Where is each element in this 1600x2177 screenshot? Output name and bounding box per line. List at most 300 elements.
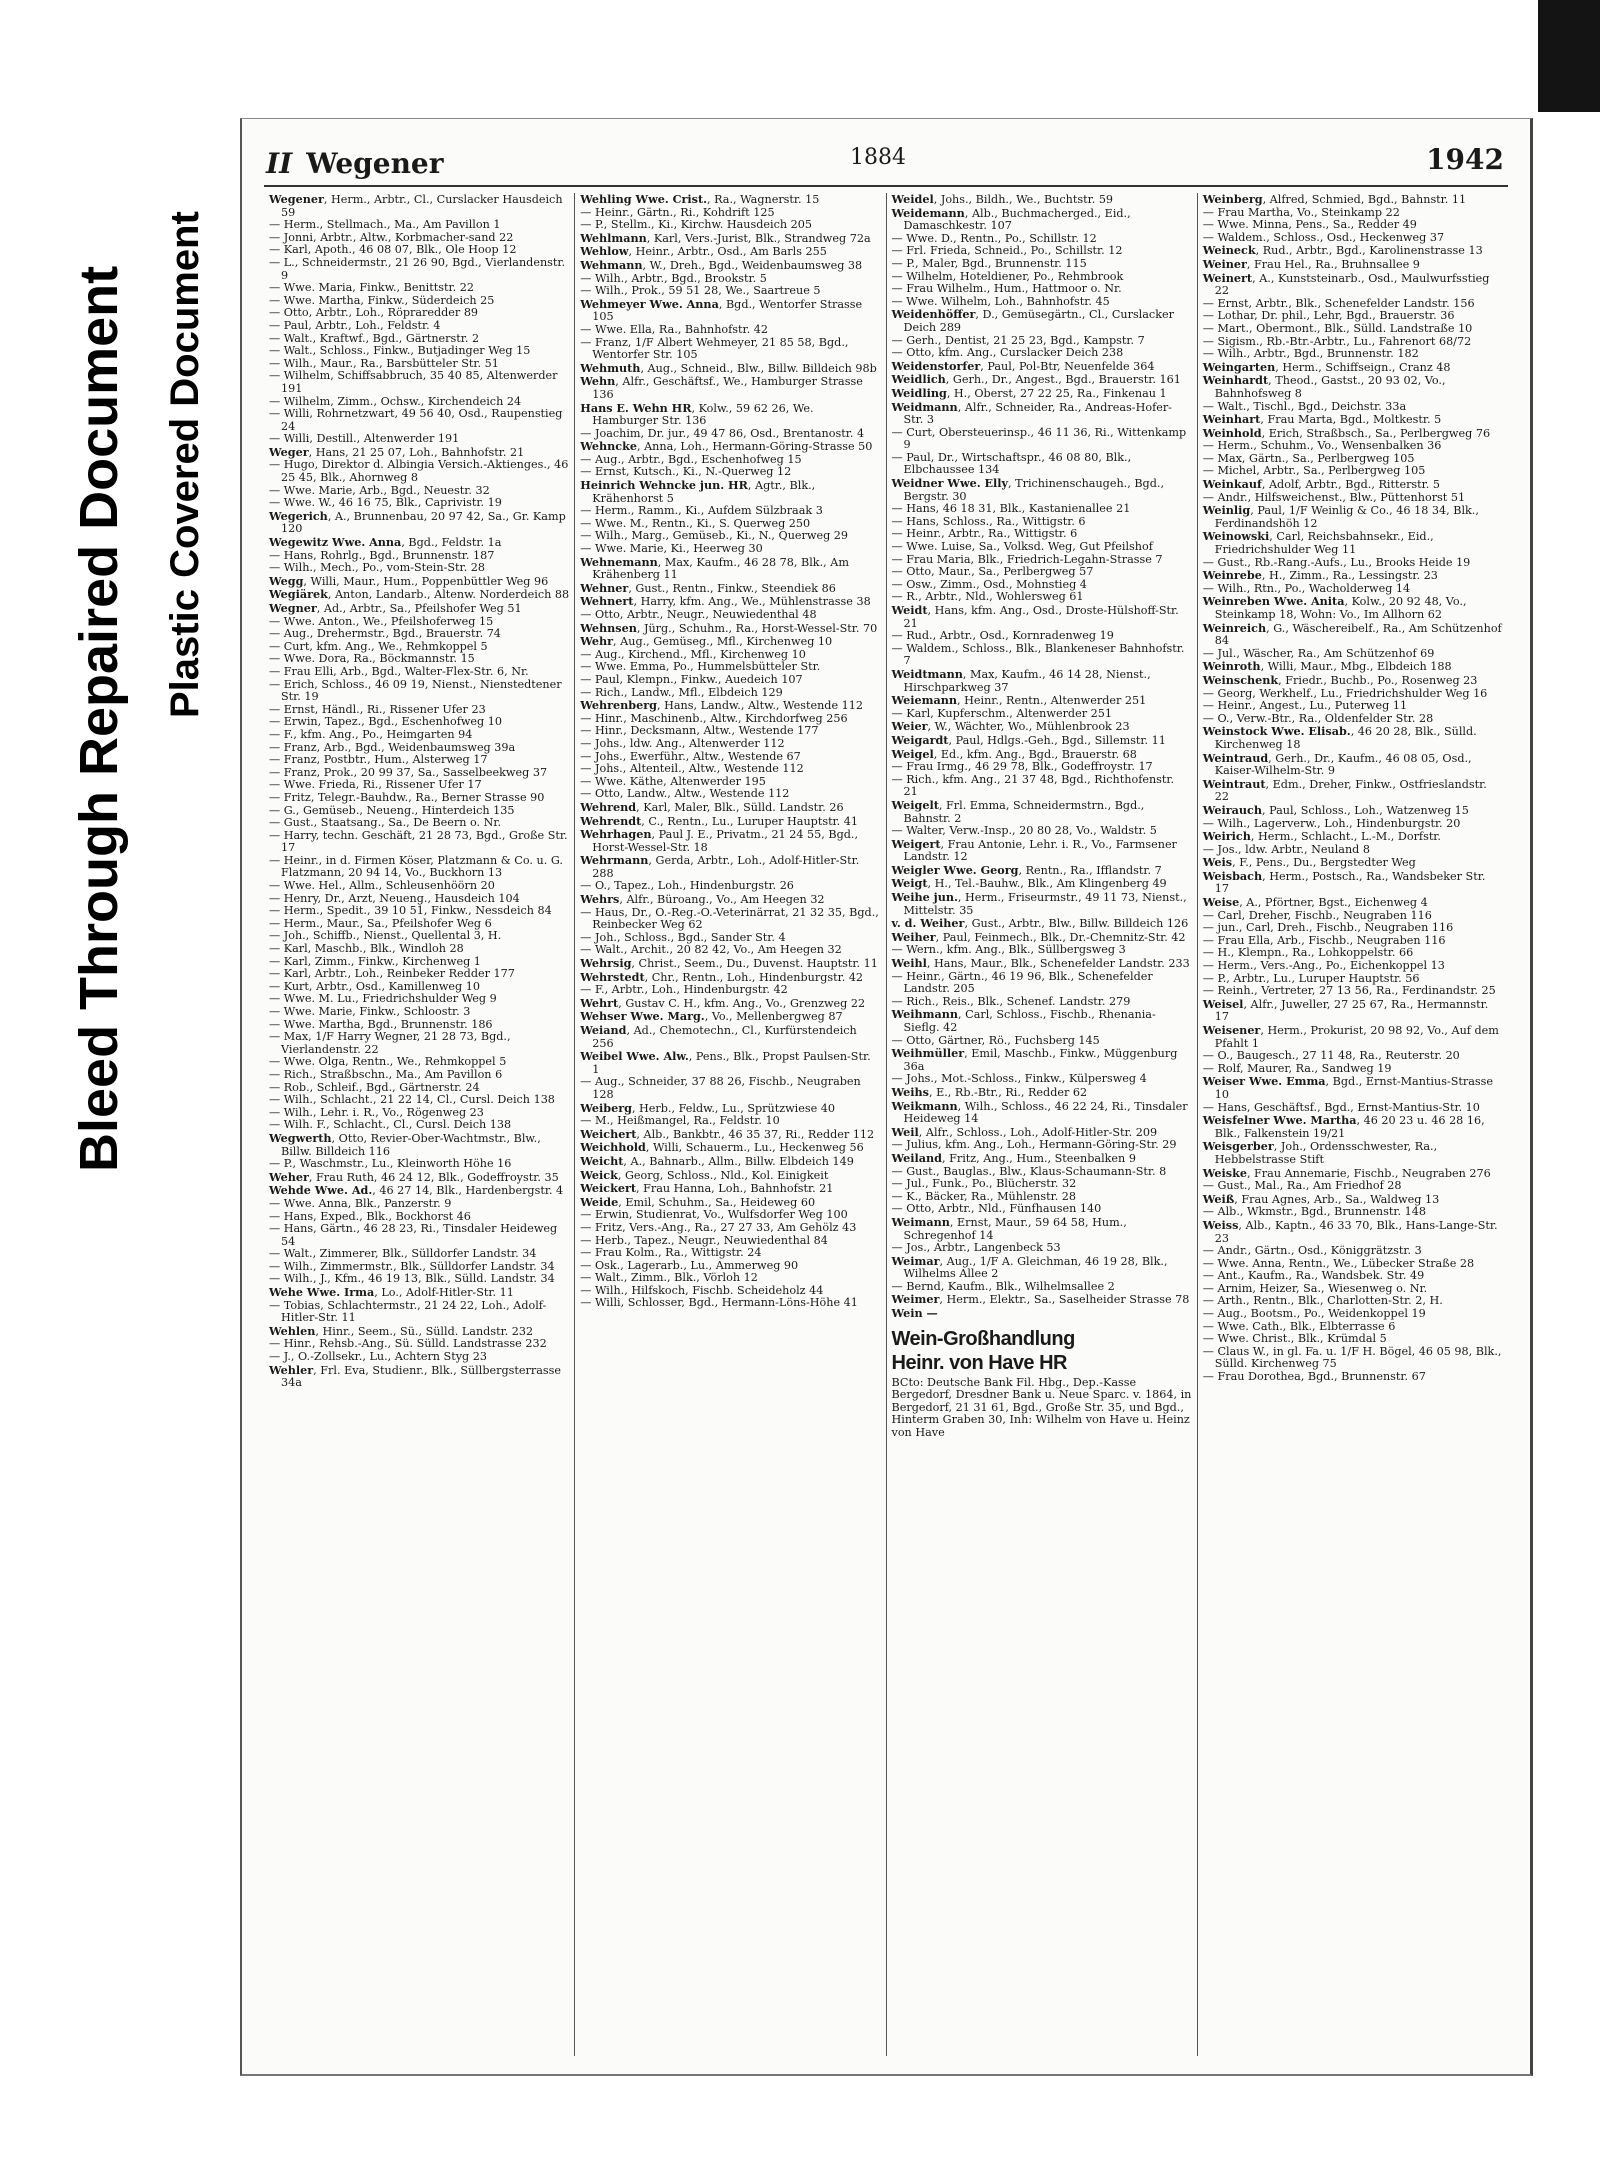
advertisement [892,1327,1192,1440]
directory-entry: — Franz, Arb., Bgd., Weidenbaumsweg 39a [269,740,516,754]
directory-entry: Weinhardt, Theod., Gastst., 20 93 02, Vo., Bahnhofsweg 8 [1202,373,1446,400]
directory-entry: Weichhold, Willi, Schauerm., Lu., Heckenweg 56 [580,1140,864,1155]
directory-entry: Weinkauf, Adolf, Arbtr., Bgd., Ritterstr. 5 [1202,477,1441,492]
directory-entry: Weintraut, Edm., Dreher, Finkw., Ostfrieslandstr. 22 [1202,776,1487,804]
directory-entry: — Harry, techn. Geschäft, 21 28 73, Bgd., Große Str. 17 [269,828,568,855]
directory-entry: — Paul, Dr., Wirtschaftspr., 46 08 80, Blk., Elbchaussee 134 [891,450,1132,477]
directory-entry: — Heinr., Angest., Lu., Puterweg 11 [1202,699,1408,713]
directory-entry: — Walt., Zimmerer, Blk., Sülldorfer Landstr. 34 [269,1247,537,1261]
directory-entry: — Wilh., Lehr. i. R., Vo., Rögenweg 23 [269,1105,484,1119]
directory-entry: — Wwe. Anna, Blk., Panzerstr. 9 [269,1196,452,1210]
directory-entry: — Otto, Arbtr., Neugr., Neuwiedenthal 48 [580,608,817,621]
directory-entry: Weis, F., Pens., Du., Bergstedter Weg [1202,855,1416,870]
directory-entry: Weidenstorfer, Paul, Pol-Btr, Neuenfelde 364 [891,358,1155,373]
directory-entry: Weisgerber, Joh., Ordensschwester, Ra., Hebbelstrasse Stift [1202,1139,1438,1166]
directory-entry: — Herb., Tapez., Neugr., Neuwiedenthal 84 [580,1233,828,1247]
directory-entry: — Walt., Kraftwf., Bgd., Gärtnerstr. 2 [269,331,480,345]
ad-title-line1: Wein-Großhandlung [891,1327,1075,1350]
directory-entry: Weiland, Fritz, Ang., Hum., Steenbalken 9 [891,1150,1136,1165]
directory-entry: — Johs., Ewerführ., Altw., Westende 67 [580,749,801,763]
directory-entry: — Wwe. Martha, Bgd., Brunnenstr. 186 [269,1017,493,1031]
directory-entry: Weihmann, Carl, Schloss., Fischb., Rhenania-Sieflg. 42 [891,1007,1156,1034]
directory-entry: — Otto, kfm. Ang., Curslacker Deich 238 [891,346,1124,360]
directory-entry: — Gerh., Dentist, 21 25 23, Bgd., Kampstr. 7 [891,333,1145,347]
directory-entry: Wehn, Alfr., Geschäftsf., We., Hamburger Strasse 136 [580,374,863,401]
directory-entry: — Rud., Arbtr., Osd., Kornradenweg 19 [891,629,1114,643]
directory-entry: Weiher, Paul, Feinmech., Blk., Dr.-Chemnitz-Str. 42 [891,929,1186,944]
directory-entry: — Frau Dorothea, Bgd., Brunnenstr. 67 [1202,1370,1426,1384]
directory-entry: Weier, W., Wächter, Wo., Mühlenbrook 23 [891,719,1130,734]
directory-entry: — Heinr., in d. Firmen Köser, Platzmann & Co. u. G. Flatzmann, 20 94 14, Vo., Buckhorn 13 [269,853,563,880]
directory-entry: Weinreich, G., Wäschereibelf., Ra., Am Schützenhof 84 [1202,620,1502,648]
directory-entry: — Hans, 46 18 31, Blk., Kastanienallee 21 [891,502,1131,516]
directory-entry: Weidner Wwe. Elly, Trichinenschaugeh., Bgd., Bergstr. 30 [891,476,1164,503]
directory-entry: — K., Bäcker, Ra., Mühlenstr. 28 [891,1189,1077,1203]
directory-entry: Wehrsig, Christ., Seem., Du., Duvenst. Hauptstr. 11 [580,956,878,971]
directory-entry: — Wwe. Käthe, Altenwerder 195 [580,774,766,788]
directory-entry: Weil, Alfr., Schloss., Loh., Adolf-Hitler-Str. 209 [891,1124,1158,1139]
directory-entry: Weiemann, Heinr., Rentn., Altenwerder 251 [891,693,1147,708]
directory-entry: — Franz, Prok., 20 99 37, Sa., Sasselbeekweg 37 [269,765,548,779]
directory-entry: Weinhold, Erich, Straßbsch., Sa., Perlbergweg 76 [1202,425,1491,440]
directory-entry: Wehrmann, Gerda, Arbtr., Loh., Adolf-Hitler-Str. 288 [580,853,860,880]
directory-entry: — Ernst, Kutsch., Ki., N.-Querweg 12 [580,465,792,479]
directory-entry: Weidenhöffer, D., Gemüsegärtn., Cl., Curslacker Deich 289 [891,307,1174,334]
directory-entry: — Aug., Drehermstr., Bgd., Brauerstr. 74 [269,627,501,641]
directory-entry: — Otto, Arbtr., Loh., Röpraredder 89 [269,306,479,320]
directory-entry: — Erich, Schloss., 46 09 19, Nienst., Nienstedtener Str. 19 [269,677,562,704]
directory-entry: Wehrhagen, Paul J. E., Privatm., 21 24 55, Bgd., Horst-Wessel-Str. 18 [580,827,859,854]
directory-entry: — Wwe. Emma, Po., Hummelsbütteler Str. [580,660,821,674]
directory-entry: Weinowski, Carl, Reichsbahnsekr., Eid., Friedrichshulder Weg 11 [1202,529,1434,557]
directory-entry: — Alb., Wkmstr., Bgd., Brunnenstr. 148 [1202,1205,1426,1219]
directory-entry: Weibel Wwe. Alw., Pens., Blk., Propst Paulsen-Str. 1 [580,1049,871,1076]
directory-entry: — Curt, kfm. Ang., We., Rehmkoppel 5 [269,639,488,653]
directory-entry: — Frau Ella, Arb., Fischb., Neugraben 116 [1202,933,1446,947]
directory-entry: — Curt, Obersteuerinsp., 46 11 36, Ri., Wittenkamp 9 [891,425,1187,452]
directory-entry: Weihl, Hans, Maur., Blk., Schenefelder Landstr. 233 [891,956,1190,971]
directory-entry: — Walt., Archit., 20 82 42, Vo., Am Heegen 32 [580,943,842,957]
directory-entry: Weigelt, Frl. Emma, Schneidermstrn., Bgd., Bahnstr. 2 [891,797,1145,825]
ad-title-line2: Heinr. von Have HR [891,1351,1068,1374]
directory-entry: — Michel, Arbtr., Sa., Perlbergweg 105 [1202,464,1426,478]
header-year: 1884 [850,145,906,170]
directory-entry: Weihs, E., Rb.-Btr., Ri., Redder 62 [891,1084,1088,1099]
directory-entry: — Rich., Landw., Mfl., Elbdeich 129 [580,685,783,699]
directory-entry: Weher, Frau Ruth, 46 24 12, Blk., Godeffroystr. 35 [269,1169,559,1184]
directory-entry: — Franz, Postbtr., Hum., Alsterweg 17 [269,753,488,767]
directory-entry: Weiser Wwe. Emma, Bgd., Ernst-Mantius-Strasse 10 [1202,1074,1494,1101]
directory-entry: — Max, 1/F Harry Wegner, 21 28 73, Bgd., Vierlandenstr. 22 [269,1030,511,1056]
directory-entry: Weirauch, Paul, Schloss., Loh., Watzenweg 15 [1202,802,1469,817]
directory-entry: — Wwe. Dora, Ra., Böckmannstr. 15 [269,652,475,666]
directory-entry: Wehrenberg, Hans, Landw., Altw., Westende 112 [580,698,863,713]
page-number: 1942 [1426,143,1504,176]
directory-entry: — Wwe. M. Lu., Friedrichshulder Weg 9 [269,992,497,1006]
directory-entry: — Bernd, Kaufm., Blk., Wilhelmsallee 2 [891,1279,1115,1293]
directory-entry: Wehr, Aug., Gemüseg., Mfl., Kirchenweg 10 [580,634,833,649]
directory-entry: Weger, Hans, 21 25 07, Loh., Bahnhofstr. 21 [269,444,525,459]
directory-entry: — Jul., Wäscher, Ra., Am Schützenhof 69 [1202,646,1435,660]
directory-entry: — Paul, Klempn., Finkw., Auedeich 107 [580,672,803,686]
scan-edge-shadow [1538,0,1600,112]
directory-entry: — Waldem., Schloss., Blk., Blankeneser Bahnhofstr. 7 [891,641,1185,668]
directory-entry: — Jos., ldw. Arbtr., Neuland 8 [1202,842,1370,856]
directory-entry: — Wwe. Ella, Ra., Bahnhofstr. 42 [580,322,769,336]
directory-entry: Heinrich Wehncke jun. HR, Agtr., Blk., Krähenhorst 5 [580,478,816,505]
directory-entry: — G., Gemüseb., Neueng., Hinterdeich 135 [269,803,515,817]
directory-entry: — Rich., Straßbschn., Ma., Am Pavillon 6 [269,1067,503,1081]
repaired-document-text: Repaired Document [69,265,129,776]
directory-entry: — Herm., Maur., Sa., Pfeilshofer Weg 6 [269,916,492,930]
section-numeral: II [266,147,293,180]
directory-entry: — Jul., Funk., Po., Blücherstr. 32 [891,1177,1077,1191]
directory-entry: — Wilh., Hilfskoch, Fischb. Scheideholz 44 [580,1283,824,1297]
directory-entry: Wehrendt, C., Rentn., Lu., Luruper Hauptstr. 41 [580,813,859,828]
directory-entry: Weikmann, Wilh., Schloss., 46 22 24, Ri., Tinsdaler Heideweg 14 [891,1098,1188,1126]
directory-entry: — Wwe. Frieda, Ri., Rissener Ufer 17 [269,778,482,792]
directory-entry: — Andr., Gärtn., Osd., Königgrätzstr. 3 [1202,1244,1422,1258]
directory-entry: Weidtmann, Max, Kaufm., 46 14 28, Nienst., Hirschparkweg 37 [891,666,1151,694]
directory-entry: Weigt, H., Tel.-Bauhw., Blk., Am Klingenberg 49 [891,876,1167,891]
directory-entry: Weiske, Frau Annemarie, Fischb., Neugraben 276 [1202,1165,1491,1180]
directory-entry: Wegner, Ad., Arbtr., Sa., Pfeilshofer Weg 51 [269,601,522,615]
directory-entry: — Frau Irmg., 46 29 78, Blk., Godeffroystr. 17 [891,760,1153,774]
directory-entry: Weide, Emil, Schuhm., Sa., Heideweg 60 [580,1194,816,1209]
directory-entry: — Wilh., Arbtr., Bgd., Brunnenstr. 182 [1202,347,1419,361]
directory-entry: — Wilhelm, Schiffsabbruch, 35 40 85, Altenwerder 191 [269,369,558,395]
directory-entry: — P., Stellm., Ki., Kirchw. Hausdeich 205 [580,218,812,232]
directory-entry: — Andr., Hilfsweichenst., Blw., Püttenhorst 51 [1202,490,1466,504]
directory-entry: — Heinr., Arbtr., Ra., Wittigstr. 6 [891,527,1078,541]
directory-entry: Weinroth, Willi, Maur., Mbg., Elbdeich 188 [1202,659,1452,674]
directory-entry: — Wwe. M., Rentn., Ki., S. Querweg 250 [580,516,811,530]
directory-entry: — Arnim, Heizer, Sa., Wiesenweg o. Nr. [1202,1281,1428,1295]
directory-entry: Wehlmann, Karl, Vers.-Jurist, Blk., Strandweg 72a [580,230,871,245]
directory-entry: — Jonni, Arbtr., Altw., Korbmacher-sand 22 [269,230,514,244]
directory-entry: — F., kfm. Ang., Po., Heimgarten 94 [269,727,473,741]
directory-entry: — Gust., Staatsang., Sa., De Beern o. Nr. [269,816,502,830]
directory-entry: — Willi, Schlosser, Bgd., Hermann-Löns-Höhe 41 [580,1296,858,1310]
directory-entry: Weintraud, Gerh., Dr., Kaufm., 46 08 05, Osd., Kaiser-Wilhelm-Str. 9 [1202,750,1472,778]
column-1 [264,193,575,2056]
directory-entry: — Wwe. Olga, Rentn., We., Rehmkoppel 5 [269,1055,507,1069]
directory-entry: — Rich., kfm. Ang., 21 37 48, Bgd., Richthofenstr. 21 [891,772,1175,799]
directory-entry: — Walt., Schloss., Finkw., Butjadinger Weg 15 [269,344,531,358]
directory-entry: — Wwe. D., Rentn., Po., Schillstr. 12 [891,231,1097,245]
directory-entry: Hans E. Wehn HR, Kolw., 59 62 26, We. Hamburger Str. 136 [580,400,814,428]
directory-entry: Weihe jun., Herm., Friseurmstr., 49 11 73, Nienst., Mittelstr. 35 [891,890,1187,917]
directory-entry: — Hinr., Maschinenb., Altw., Kirchdorfweg 256 [580,711,848,725]
directory-entry: — Wilh., Prok., 59 51 28, We., Saartreue 5 [580,284,821,298]
directory-entry: Wehrs, Alfr., Büroang., Vo., Am Heegen 32 [580,892,825,907]
directory-entry: Wein — [891,1306,938,1321]
directory-entry: — Julius, kfm. Ang., Loh., Hermann-Göring-Str. 29 [891,1138,1177,1152]
directory-entry: — Reinh., Vertreter, 27 13 56, Ra., Ferdinandstr. 25 [1202,984,1496,998]
directory-entry: — Karl, Maschb., Blk., Windloh 28 [269,942,464,956]
directory-entry: Wehde Wwe. Ad., 46 27 14, Blk., Hardenbergstr. 4 [269,1183,564,1198]
directory-entry: — Wwe. Marie, Finkw., Schloostr. 3 [269,1005,471,1018]
directory-entry: — R., Arbtr., Nld., Wohlersweg 61 [891,590,1084,604]
directory-entry: — Wilh., Lagerverw., Loh., Hindenburgstr. 20 [1202,816,1461,830]
directory-entry: Wehnsen, Jürg., Schuhm., Ra., Horst-Wessel-Str. 70 [580,620,878,635]
directory-entry: — Osw., Zimm., Osd., Mohnstieg 4 [891,577,1087,591]
directory-entry: — Otto, Gärtner, Rö., Fuchsberg 145 [891,1033,1100,1047]
directory-entry: — Ernst, Arbtr., Blk., Schenefelder Landstr. 156 [1202,296,1475,310]
directory-entry: — Aug., Bootsm., Po., Weidenkoppel 19 [1202,1307,1426,1321]
directory-entry: Weidling, H., Oberst, 27 22 25, Ra., Finkenau 1 [891,385,1167,400]
running-surname: Wegener [306,147,444,180]
directory-entry: — Tobias, Schlachtermstr., 21 24 22, Loh., Adolf-Hitler-Str. 11 [269,1298,547,1325]
directory-entry: — H., Klempn., Ra., Lohkoppelstr. 66 [1202,946,1414,960]
directory-entry: Wehrend, Karl, Maler, Blk., Sülld. Landstr. 26 [580,799,844,814]
directory-entry: — Wwe. Minna, Pens., Sa., Redder 49 [1202,218,1417,232]
directory-entry: Weisel, Alfr., Juweller, 27 25 67, Ra., Hermannstr. 17 [1202,996,1489,1024]
directory-entry: Weiberg, Herb., Feldw., Lu., Sprützwiese 40 [580,1100,836,1115]
directory-entry: — J., O.-Zollsekr., Lu., Achtern Styg 23 [269,1350,487,1364]
directory-entry: — Wwe. Marie, Arb., Bgd., Neuestr. 32 [269,483,490,497]
directory-entry: Weigel, Ed., kfm. Ang., Bgd., Brauerstr. 68 [891,746,1137,761]
directory-entry: — Claus W., in gl. Fa. u. 1/F H. Bögel, 46 05 98, Blk., Sülld. Kirchenweg 75 [1202,1344,1502,1371]
directory-entry: Weidlich, Gerh., Dr., Angest., Bgd., Brauerstr. 161 [891,372,1181,387]
directory-entry: — Walt., Zimm., Blk., Vörloh 12 [580,1271,758,1285]
directory-entry: — Kurt, Arbtr., Osd., Kamillenweg 10 [269,979,480,993]
directory-entry: — Herm., Vers.-Ang., Po., Eichenkoppel 13 [1202,959,1445,973]
directory-entry: Wehnemann, Max, Kaufm., 46 28 78, Blk., Am Krähenberg 11 [580,554,849,582]
directory-entry: — Wwe. Christ., Blk., Krümdal 5 [1202,1332,1387,1346]
directory-columns [264,193,1508,2056]
directory-entry: — Hans, Exped., Blk., Bockhorst 46 [269,1209,471,1223]
directory-page [240,118,1533,2076]
directory-entry: Weineck, Rud., Arbtr., Bgd., Karolinenstrasse 13 [1202,243,1483,258]
directory-entry: — Wwe. W., 46 16 75, Blk., Caprivistr. 19 [269,496,502,510]
directory-entry: — Willi, Destill., Altenwerder 191 [269,432,460,446]
directory-entry: — Walter, Verw.-Insp., 20 80 28, Vo., Waldstr. 5 [891,824,1157,838]
directory-entry: — Wern., kfm. Ang., Blk., Süllbergsweg 3 [891,943,1126,957]
directory-entry: — Karl, Apoth., 46 08 07, Blk., Ole Hoop 12 [269,243,517,257]
directory-entry: — Paul, Arbtr., Loh., Feldstr. 4 [269,318,441,332]
directory-entry: Wehe Wwe. Irma, Lo., Adolf-Hitler-Str. 11 [269,1285,514,1300]
directory-entry: — Erwin, Studienrat, Vo., Wulfsdorfer Weg 100 [580,1208,848,1222]
directory-entry: — Frau Elli, Arb., Bgd., Walter-Flex-Str. 6, Nr. [269,664,529,678]
directory-entry: — Hinr., Rehsb.-Ang., Sü. Sülld. Landstrasse 232 [269,1337,547,1351]
directory-entry: — Hans, Rohrlg., Bgd., Brunnenstr. 187 [269,548,495,562]
directory-entry: — Heinr., Gärtn., 46 19 96, Blk., Schenefelder Landstr. 205 [891,969,1153,996]
directory-entry: — F., Arbtr., Loh., Hindenburgstr. 42 [580,983,788,997]
directory-entry: — Gust., Rb.-Rang.-Aufs., Lu., Brooks Heide 19 [1202,555,1471,569]
directory-entry: Weidmann, Alfr., Schneider, Ra., Andreas-Hofer-Str. 3 [891,399,1172,427]
directory-entry: — Lothar, Dr. phil., Lehr, Bgd., Brauerstr. 36 [1202,309,1455,323]
directory-entry: — Wwe. Cath., Blk., Elbterrasse 6 [1202,1319,1396,1333]
directory-entry: Weichert, Alb., Bankbtr., 46 35 37, Ri., Redder 112 [580,1126,875,1141]
directory-entry: — Otto, Maur., Sa., Perlbergweg 57 [891,565,1094,579]
directory-entry: — O., Baugesch., 27 11 48, Ra., Reuterstr. 20 [1202,1049,1460,1063]
bleed-through-text: Bleed Through [69,791,129,1172]
column-2 [575,193,886,2056]
directory-entry: Weinhart, Frau Marta, Bgd., Moltkestr. 5 [1202,412,1442,427]
directory-entry: Weise, A., Pförtner, Bgst., Eichenweg 4 [1202,895,1428,910]
directory-entry: — Wwe. Hel., Allm., Schleusenhöörn 20 [269,879,495,893]
directory-entry: — P., Waschmstr., Lu., Kleinworth Höhe 16 [269,1157,512,1171]
directory-entry: — Frau Wilhelm., Hum., Hattmoor o. Nr. [891,282,1122,296]
directory-entry: — Wwe. Maria, Finkw., Benittstr. 22 [269,281,474,295]
column-3 [887,193,1198,2056]
directory-entry: — Franz, 1/F Albert Wehmeyer, 21 85 58, Bgd., Wentorfer Str. 105 [580,335,849,362]
header-rule [264,185,1508,187]
directory-entry: — Otto, Landw., Altw., Westende 112 [580,787,790,801]
directory-entry: Wehrstedt, Chr., Rentn., Loh., Hindenburgstr. 42 [580,969,864,984]
directory-entry: — Walt., Tischl., Bgd., Deichstr. 33a [1202,399,1407,413]
directory-entry: — Wilh., Zimmermstr., Blk., Sülldorfer Landstr. 34 [269,1259,555,1273]
directory-entry: — Wilh. F., Schlacht., Cl., Cursl. Deich 138 [269,1118,512,1132]
directory-entry: — Joh., Schiffb., Nienst., Quellental 3, H. [269,929,502,943]
directory-entry: — Karl, Kupferschm., Altenwerder 251 [891,706,1112,720]
directory-entry: — Frl. Frieda, Schneid., Po., Schillstr. 12 [891,244,1123,258]
directory-entry: — Wilh., Arbtr., Bgd., Brookstr. 5 [580,271,767,285]
directory-entry: Weisfelner Wwe. Martha, 46 20 23 u. 46 28 16, Blk., Falkenstein 19/21 [1202,1113,1485,1140]
directory-entry: — Rolf, Maurer, Ra., Sandweg 19 [1202,1061,1392,1075]
directory-entry: Weinstock Wwe. Elisab., 46 20 28, Blk., Sülld. Kirchenweg 18 [1202,724,1477,751]
directory-entry: Weinert, A., Kunststeinarb., Osd., Maulwurfsstieg 22 [1202,270,1490,298]
directory-entry: Weick, Georg, Schloss., Nld., Kol. Einigkeit [580,1167,829,1182]
directory-entry: — Wilh., Rtn., Po., Wacholderweg 14 [1202,581,1411,595]
directory-entry: Wegg, Willi, Maur., Hum., Poppenbüttler Weg 96 [269,573,549,588]
directory-entry: Weimann, Ernst, Maur., 59 64 58, Hum., Schregenhof 14 [891,1214,1127,1242]
directory-entry: — jun., Carl, Dreh., Fischb., Neugraben 116 [1202,921,1454,935]
directory-entry: Weidel, Johs., Bildh., We., Buchtstr. 59 [891,193,1114,206]
directory-entry: — Sigism., Rb.-Btr.-Arbtr., Lu., Fahrenort 68/72 [1202,334,1472,348]
directory-entry: — Herm., Spedit., 39 10 51, Finkw., Nessdeich 84 [269,904,552,918]
directory-entry: — Wilh., J., Kfm., 46 19 13, Blk., Sülld. Landstr. 34 [269,1272,555,1286]
directory-entry: Weinlig, Paul, 1/F Weinlig & Co., 46 18 34, Blk., Ferdinandshöh 12 [1202,503,1479,530]
directory-entry: Wegwerth, Otto, Revier-Ober-Wachtmstr., Blw., Billw. Billdeich 116 [269,1130,541,1158]
directory-entry: — Wwe. Martha, Finkw., Süderdeich 25 [269,293,495,307]
directory-entry: Weisener, Herm., Prokurist, 20 98 92, Vo., Auf dem Pfahlt 1 [1202,1023,1499,1050]
directory-entry: — Gust., Bauglas., Blw., Klaus-Schaumann-Str. 8 [891,1164,1167,1178]
directory-entry: Weinschenk, Friedr., Buchb., Po., Rosenweg 23 [1202,672,1478,687]
bleed-through-label [68,266,130,1172]
directory-entry: — Ant., Kaufm., Ra., Wandsbek. Str. 49 [1202,1269,1425,1283]
directory-entry: Wegewitz Wwe. Anna, Bgd., Feldstr. 1a [269,535,502,550]
directory-entry: — Wilhelm, Hoteldiener, Po., Rehmbrook [891,269,1124,283]
directory-entry: — Ernst, Händl., Ri., Rissener Ufer 23 [269,702,486,716]
directory-entry: — Joachim, Dr. jur., 49 47 86, Osd., Brentanostr. 4 [580,426,865,440]
directory-entry: Wehner, Gust., Rentn., Finkw., Steendiek 86 [580,580,836,595]
directory-entry: — Hugo, Direktor d. Albingia Versich.-Aktienges., 46 25 45, Blk., Ahornweg 8 [269,458,569,485]
directory-entry: — O., Verw.-Btr., Ra., Oldenfelder Str. 28 [1202,711,1434,725]
running-head [266,147,444,180]
directory-entry: — Herm., Ramm., Ki., Aufdem Sülzbraak 3 [580,504,823,518]
directory-entry: — Hinr., Decksmann, Altw., Westende 177 [580,724,819,738]
directory-entry: Weidemann, Alb., Buchmacherged., Eid., Damaschkestr. 107 [891,205,1131,233]
directory-entry: Wehmann, W., Dreh., Bgd., Weidenbaumsweg 38 [580,257,863,272]
directory-entry: Wehlow, Heinr., Arbtr., Osd., Am Barls 255 [580,244,827,259]
directory-entry: Wehlen, Hinr., Seem., Sü., Sülld. Landstr. 232 [269,1323,534,1338]
directory-entry: — Carl, Dreher, Fischb., Neugraben 116 [1202,908,1432,922]
directory-entry: — Erwin, Tapez., Bgd., Eschenhofweg 10 [269,715,502,729]
directory-entry: Wegiärek, Anton, Landarb., Altenw. Norderdeich 88 [269,587,570,602]
directory-entry: — Johs., Mot.-Schloss., Finkw., Külpersweg 4 [891,1072,1147,1086]
directory-entry: Weihmüller, Emil, Maschb., Finkw., Müggenburg 36a [891,1046,1178,1073]
directory-entry: — Johs., ldw. Ang., Altenwerder 112 [580,736,785,750]
directory-entry: — Hans, Geschäftsf., Bgd., Ernst-Mantius-Str. 10 [1202,1100,1480,1114]
column-3-entries [892,193,1192,1321]
directory-entry: Weiner, Frau Hel., Ra., Bruhnsallee 9 [1202,256,1420,271]
directory-entry: Wehrt, Gustav C. H., kfm. Ang., Vo., Grenzweg 22 [580,995,866,1010]
directory-entry: — Wilhelm, Zimm., Ochsw., Kirchendeich 24 [269,394,522,408]
ad-body: BCto: Deutsche Bank Fil. Hbg., Dep.-Kasse Bergedorf, Dresdner Bank u. Neue Sparc. v. 1864, in Bergedorf, 21 31 61, Bgd., Große Str. 35, und Bgd., Hinterm Graben 30, Inh: Wilhelm von Have u. Heinz von Have [891,1375,1192,1440]
directory-entry: — Karl, Zimm., Finkw., Kirchenweg 1 [269,954,481,968]
directory-entry: — Wwe. Anna, Rentn., We., Lübecker Straße 28 [1202,1256,1475,1270]
directory-entry: — Mart., Obermont., Blk., Sülld. Landstraße 10 [1202,321,1473,335]
directory-entry: — L., Schneidermstr., 21 26 90, Bgd., Vierlandenstr. 9 [269,255,566,282]
directory-entry: Wehler, Frl. Eva, Studienr., Blk., Süllbergsterrasse 34a [269,1362,561,1390]
plastic-covered-label: Plastic Covered Document [163,211,207,718]
directory-entry: Weigert, Frau Antonie, Lehr. i. R., Vo., Farmsener Landstr. 12 [891,836,1177,864]
directory-entry: — Georg, Werkhelf., Lu., Friedrichshulder Weg 16 [1202,686,1488,700]
directory-entry: Weiß, Frau Agnes, Arb., Sa., Waldweg 13 [1202,1191,1440,1206]
directory-entry: — P., Arbtr., Lu., Luruper Hauptstr. 56 [1202,971,1420,985]
directory-entry: Wegener, Herm., Arbtr., Cl., Curslacker Hausdeich 59 [269,193,563,219]
directory-entry: — Wwe. Anton., We., Pfeilshoferweg 15 [269,614,494,628]
directory-entry: Weicht, A., Bahnarb., Allm., Billw. Elbdeich 149 [580,1153,854,1168]
directory-entry: Weiss, Alb., Kaptn., 46 33 70, Blk., Hans-Lange-Str. 23 [1202,1217,1498,1245]
directory-entry: — Waldem., Schloss., Osd., Heckenweg 37 [1202,230,1445,244]
directory-entry: Weinberg, Alfred, Schmied, Bgd., Bahnstr. 11 [1202,193,1467,206]
directory-entry: — Herm., Stellmach., Ma., Am Pavillon 1 [269,218,501,232]
directory-entry: — Johs., Altenteil., Altw., Westende 112 [580,762,804,776]
directory-entry: — Wilh., Schlacht., 21 22 14, Cl., Cursl. Deich 138 [269,1093,555,1107]
directory-entry: — Gust., Mal., Ra., Am Friedhof 28 [1202,1179,1402,1193]
directory-entry: Weigler Wwe. Georg, Rentn., Ra., Ifflandstr. 7 [891,862,1162,877]
directory-entry: Weigardt, Paul, Hdlgs.-Geh., Bgd., Sillemstr. 11 [891,732,1166,747]
directory-entry: — O., Tapez., Loh., Hindenburgstr. 26 [580,879,794,893]
directory-entry: — Frau Kolm., Ra., Wittigstr. 24 [580,1246,762,1260]
directory-entry: — Aug., Schneider, 37 88 26, Fischb., Neugraben 128 [580,1075,861,1101]
directory-entry: — Max, Gärtn., Sa., Perlbergweg 105 [1202,451,1415,465]
directory-entry: — Wwe. Wilhelm, Loh., Bahnhofstr. 45 [891,294,1110,308]
directory-entry: — Hans, Gärtn., 46 28 23, Ri., Tinsdaler Heideweg 54 [269,1222,558,1248]
directory-entry: Weirich, Herm., Schlacht., L.-M., Dorfstr. [1202,829,1441,844]
column-4 [1198,193,1508,2056]
directory-entry: — Willi, Rohrnetzwart, 49 56 40, Osd., Raupenstieg 24 [269,407,563,433]
directory-entry: — Aug., Kirchend., Mfl., Kirchenweg 10 [580,647,806,661]
directory-entry: Wehncke, Anna, Loh., Hermann-Göring-Strasse 50 [580,439,873,454]
directory-entry: Weickert, Frau Hanna, Loh., Bahnhofstr. 21 [580,1181,834,1196]
directory-entry: — Osk., Lagerarb., Lu., Ammerweg 90 [580,1258,799,1272]
directory-entry: Weinrebe, H., Zimm., Ra., Lessingstr. 23 [1202,568,1438,583]
directory-entry: Weimar, Aug., 1/F A. Gleichman, 46 19 28, Blk., Wilhelms Allee 2 [891,1253,1168,1281]
directory-entry: Weinreben Wwe. Anita, Kolw., 20 92 48, Vo., Steinkamp 18, Wohn: Vo., Im Allhorn 62 [1202,594,1467,621]
directory-entry: Weiand, Ad., Chemotechn., Cl., Kurfürstendeich 256 [580,1023,857,1050]
directory-entry: — M., Heißmangel, Ra., Feldstr. 10 [580,1114,780,1128]
directory-entry: — Fritz, Telegr.-Bauhdw., Ra., Berner Strasse 90 [269,790,545,804]
directory-entry: — Frau Maria, Blk., Friedrich-Legahn-Strasse 7 [891,552,1163,566]
directory-entry: — Rich., Reis., Blk., Schenef. Landstr. 279 [891,994,1131,1008]
directory-entry: — Wilh., Marg., Gemüseb., Ki., N., Querweg 29 [580,529,849,543]
directory-entry: — Karl, Arbtr., Loh., Reinbeker Redder 177 [269,967,515,981]
directory-entry: — Aug., Arbtr., Bgd., Eschenhofweg 15 [580,452,802,466]
directory-entry: Wehmuth, Aug., Schneid., Blw., Billw. Billdeich 98b [580,360,877,375]
directory-entry: Wehmeyer Wwe. Anna, Bgd., Wentorfer Strasse 105 [580,296,863,324]
directory-entry: — Wwe. Luise, Sa., Volksd. Weg, Gut Pfeilshof [891,540,1153,554]
directory-entry: — Heinr., Gärtn., Ri., Kohdrift 125 [580,205,775,219]
directory-entry: — P., Maler, Bgd., Brunnenstr. 115 [891,256,1087,270]
directory-entry: Weingarten, Herm., Schiffseign., Cranz 48 [1202,359,1451,374]
directory-entry: — Frau Martha, Vo., Steinkamp 22 [1202,205,1400,219]
directory-entry: Wehling Wwe. Crist., Ra., Wagnerstr. 15 [580,193,820,206]
directory-entry: — Hans, Schloss., Ra., Wittigstr. 6 [891,514,1086,528]
